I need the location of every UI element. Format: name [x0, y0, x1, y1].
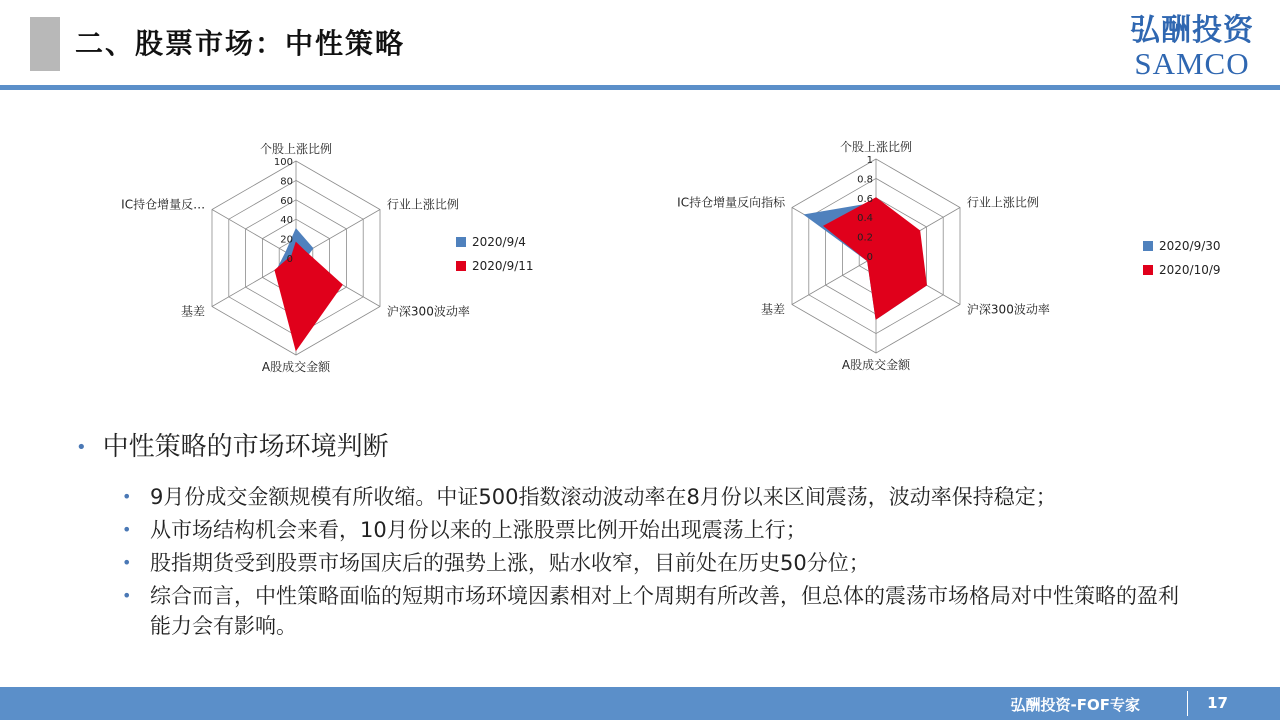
radar-axis-label: 行业上涨比例 [966, 195, 1039, 210]
legend-item [1143, 258, 1221, 282]
sub-bullet-text: 综合而言，中性策略面临的短期市场环境因素相对上个周期有所改善，但总体的震荡市场格局对中性策略的盈利能力会有影响。 [150, 584, 1179, 638]
radar-chart-2-svg [677, 128, 1050, 380]
legend-label: 2020/10/9 [1159, 263, 1221, 277]
logo-english: SAMCO [1134, 46, 1250, 81]
radar-tick-label: 0.8 [857, 174, 873, 186]
sub-bullet-list [122, 482, 1182, 644]
page-number: 17 [1207, 694, 1228, 712]
radar-tick-label: 0.4 [857, 213, 873, 225]
radar-tick-label: 0 [286, 254, 293, 265]
radar-axis-label: 个股上涨比例 [259, 142, 333, 156]
radar-tick-label: 60 [280, 195, 293, 207]
legend-item [456, 230, 534, 254]
legend-swatch [1143, 265, 1153, 275]
footer-divider [1187, 691, 1188, 716]
sub-bullet-text: 9月份成交金额规模有所收缩。中证500指数滚动波动率在8月份以来区间震荡，波动率保持稳定； [150, 485, 1057, 509]
legend-swatch [456, 237, 466, 247]
radar-tick-label: 100 [273, 157, 293, 168]
radar-axis-label: 沪深300波动率 [966, 302, 1050, 317]
company-logo [1122, 14, 1262, 80]
radar-chart-1-svg [121, 130, 470, 380]
radar-tick-label: 80 [280, 176, 293, 188]
radar-chart-1-legend [456, 230, 534, 278]
title-accent-bar [30, 17, 60, 71]
legend-item [1143, 234, 1221, 258]
main-bullet-text: 中性策略的市场环境判断 [102, 432, 389, 462]
radar-axis-label: IC持仓增量反向指标 [677, 195, 786, 210]
radar-tick-label: 0 [866, 252, 873, 263]
radar-axis-label: A股成交金额 [261, 360, 331, 374]
page-title: 二、股票市场：中性策略 [75, 27, 406, 60]
radar-tick-label: 1 [866, 155, 873, 166]
bullet-dot: • [76, 437, 87, 458]
main-bullet [76, 426, 389, 463]
radar-axis-label: 沪深300波动率 [386, 304, 470, 319]
radar-chart-2-legend [1143, 234, 1221, 282]
legend-label: 2020/9/30 [1159, 239, 1221, 253]
footer-company-text: 弘酬投资-FOF专家 [1010, 696, 1140, 714]
radar-chart-1 [121, 130, 470, 380]
sub-bullet-item [122, 482, 1182, 512]
radar-axis-label: 基差 [761, 302, 786, 317]
legend-label: 2020/9/11 [472, 259, 534, 273]
radar-tick-label: 0.6 [857, 193, 873, 205]
header-divider [0, 85, 1280, 90]
radar-axis-label: 行业上涨比例 [386, 197, 459, 212]
bullet-dot: • [122, 487, 132, 506]
radar-tick-label: 20 [280, 234, 293, 246]
sub-bullet-item [122, 515, 1182, 545]
legend-swatch [1143, 241, 1153, 251]
radar-tick-label: 0.2 [857, 232, 873, 244]
sub-bullet-item [122, 548, 1182, 578]
legend-item [456, 254, 534, 278]
radar-axis-label: 基差 [181, 304, 206, 319]
radar-axis-label: IC持仓增量反… [121, 197, 206, 212]
radar-spoke [792, 256, 876, 305]
sub-bullet-item [122, 581, 1182, 641]
legend-label: 2020/9/4 [472, 235, 526, 249]
logo-chinese: 弘酬投资 [1130, 13, 1254, 48]
radar-tick-label: 40 [280, 215, 293, 227]
bullet-dot: • [122, 520, 132, 539]
sub-bullet-text: 从市场结构机会来看，10月份以来的上涨股票比例开始出现震荡上行； [150, 518, 807, 542]
footer-bar [0, 687, 1280, 720]
radar-axis-label: A股成交金额 [841, 358, 911, 372]
sub-bullet-text: 股指期货受到股票市场国庆后的强势上涨，贴水收窄，目前处在历史50分位； [150, 551, 870, 575]
bullet-dot: • [122, 553, 132, 572]
radar-axis-label: 个股上涨比例 [839, 140, 913, 154]
legend-swatch [456, 261, 466, 271]
bullet-dot: • [122, 586, 132, 605]
radar-chart-2 [677, 128, 1050, 380]
